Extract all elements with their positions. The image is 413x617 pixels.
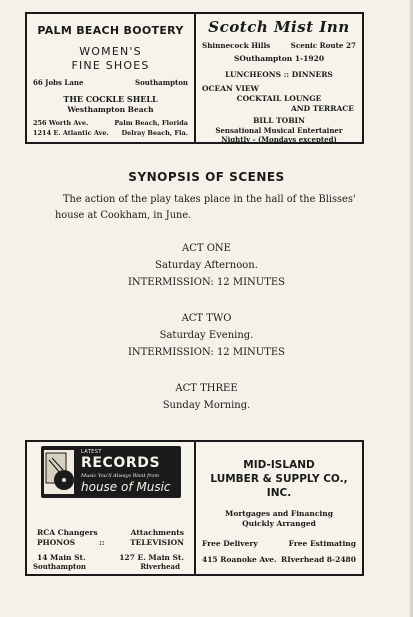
synopsis-text: The action of the play takes place in the hall of the Blisses' house at Cookham, in June.	[55, 194, 356, 221]
branch-2-left: 1214 E. Atlantic Ave.	[33, 129, 109, 137]
radio-addr-right-2: Riverhead	[140, 562, 180, 571]
bootery-branch-2	[33, 129, 188, 137]
cockle-shell-location: Westhampton Beach	[67, 105, 154, 114]
scotch-phone: SOuthampton 1-1920	[233, 54, 325, 63]
house-of-music: house of Music	[81, 480, 171, 494]
lumber-line-2: LUMBER & SUPPLY CO.,	[210, 473, 348, 485]
bootery-sub-2: FINE SHOES	[71, 59, 150, 72]
ad-palm-beach-bootery	[25, 12, 196, 144]
bootery-address-right: Southampton	[135, 78, 188, 87]
scotch-nightly: Nightly - (Mondays excepted)	[221, 135, 337, 144]
lumber-free-delivery: Free Delivery	[202, 539, 258, 548]
act-time: Saturday Afternoon.	[155, 260, 258, 271]
lumber-address-row	[202, 555, 356, 564]
branch-1-right: Palm Beach, Florida	[114, 119, 188, 127]
bootery-sub-1: WOMEN'S	[79, 45, 142, 58]
lumber-free-row	[202, 539, 356, 548]
scotch-cocktail: COCKTAIL LOUNGE	[236, 94, 322, 103]
act-two	[0, 310, 413, 361]
radio-addr-right-1: 127 E. Main St.	[119, 553, 184, 562]
radio-addr-left-2: Southampton	[33, 562, 86, 571]
lumber-address: 415 Roanoke Ave.	[202, 555, 277, 564]
radio-addr-left-1: 14 Main St.	[37, 553, 86, 562]
scotch-ocean-view: OCEAN VIEW	[202, 84, 259, 93]
act-time: Saturday Evening.	[159, 330, 254, 341]
scotch-meals: LUNCHEONS :: DINNERS	[225, 70, 333, 79]
bootery-address-row	[33, 78, 188, 87]
bootery-address-left: 66 Jobs Lane	[33, 78, 84, 87]
scotch-performer: BILL TOBIN	[253, 116, 305, 125]
act-title: ACT ONE	[182, 243, 231, 254]
act-intermission: INTERMISSION: 12 MINUTES	[127, 277, 286, 288]
act-one	[0, 240, 413, 291]
scotch-location-right: Scenic Route 27	[290, 41, 356, 50]
cockle-shell-name: THE COCKLE SHELL	[63, 94, 158, 104]
ad-house-of-music	[25, 440, 196, 576]
act-title: ACT TWO	[181, 313, 232, 324]
records-latest: LATEST	[81, 449, 102, 455]
act-time: Sunday Morning.	[162, 400, 251, 411]
records-word: RECORDS	[81, 455, 161, 471]
records-logo	[41, 446, 181, 498]
scotch-performer-desc: Sensational Musical Entertainer	[215, 126, 343, 135]
radio-left-2: PHONOS	[37, 538, 76, 547]
scotch-location-row	[202, 41, 356, 50]
radio-right-2: TELEVISION	[130, 538, 184, 547]
lumber-mortgage-1: Mortgages and Financing	[225, 509, 333, 518]
scotch-title: Scotch Mist Inn	[208, 18, 350, 36]
radio-separator: ::	[99, 538, 105, 547]
ad-mid-island-lumber	[194, 440, 364, 576]
synopsis-heading: SYNOPSIS OF SCENES	[128, 170, 285, 184]
lumber-line-1: MID-ISLAND	[243, 459, 315, 471]
radio-right-1: Attachments	[130, 528, 184, 537]
lumber-phone: RIverhead 8-2480	[281, 555, 356, 564]
lumber-line-3: INC.	[266, 487, 292, 499]
act-three	[0, 380, 413, 414]
ad-scotch-mist-inn	[194, 12, 364, 144]
scotch-terrace: AND TERRACE	[290, 104, 354, 113]
branch-2-right: Delray Beach, Fla.	[121, 129, 188, 137]
records-tagline: Music You'll Always Want from	[81, 473, 160, 479]
bootery-branch-1	[33, 119, 188, 127]
lumber-free-estimating: Free Estimating	[288, 539, 356, 548]
act-title: ACT THREE	[175, 383, 238, 394]
scotch-location-left: Shinnecock Hills	[202, 41, 271, 50]
radio-left-1: RCA Changers	[37, 528, 98, 537]
record-sleeve-icon	[44, 450, 74, 494]
lumber-mortgage-2: Quickly Arranged	[242, 519, 316, 528]
act-intermission: INTERMISSION: 12 MINUTES	[127, 347, 286, 358]
bootery-name: PALM BEACH BOOTERY	[37, 24, 184, 37]
branch-1-left: 256 Worth Ave.	[33, 119, 89, 127]
